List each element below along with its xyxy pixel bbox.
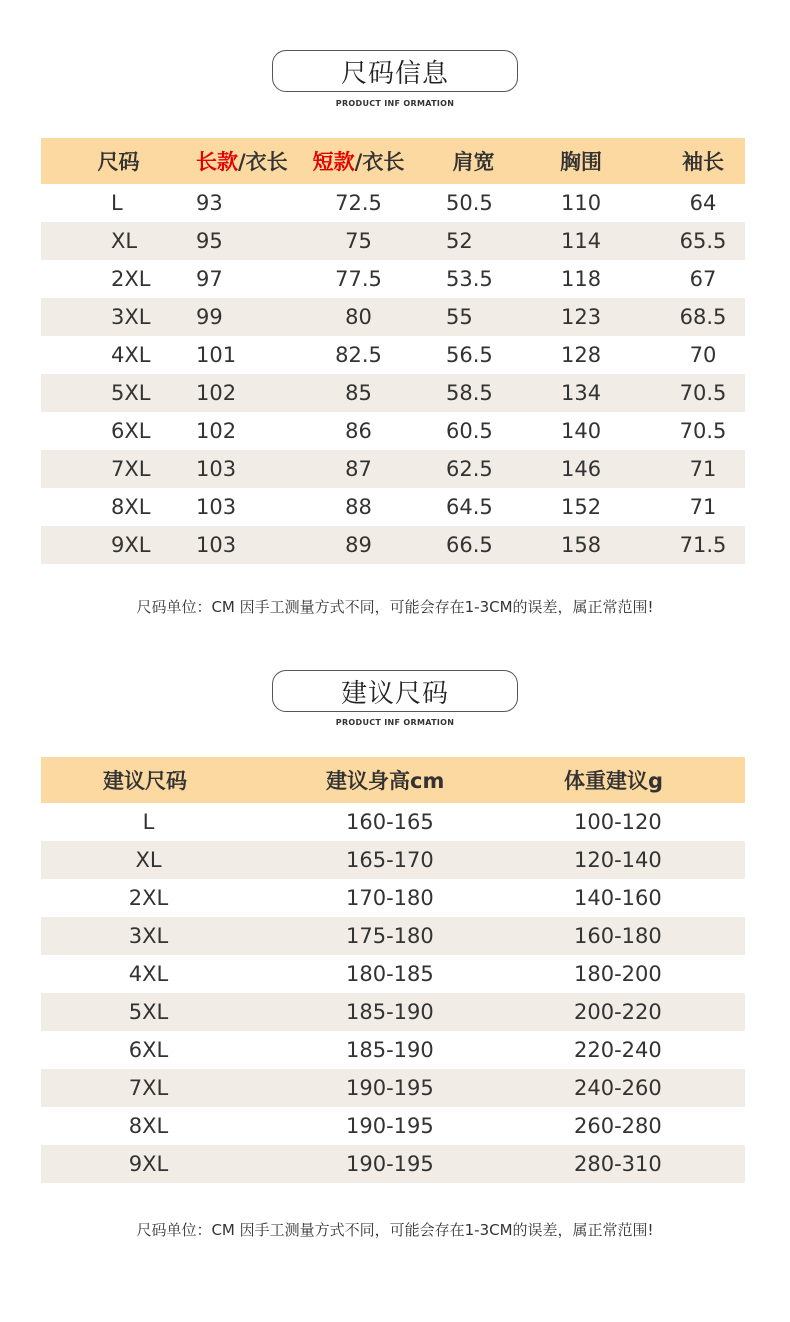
recommend-cell-weight: 120-140 — [574, 848, 662, 872]
header-short-suffix: /衣长 — [354, 150, 405, 174]
recommend-cell-size: 3XL — [128, 924, 169, 948]
recommend-cell-size: 8XL — [128, 1114, 169, 1138]
recommend-row — [41, 841, 745, 879]
size-info-row — [41, 450, 745, 488]
recommend-cell-size: 7XL — [128, 1076, 169, 1100]
recommend-cell-height: 180-185 — [346, 962, 434, 986]
size-info-subtitle: PRODUCT INF ORMATION — [335, 99, 455, 108]
size-info-cell-chest: 128 — [561, 343, 602, 367]
recommend-cell-weight: 140-160 — [574, 886, 662, 910]
size-info-cell-chest: 134 — [561, 381, 602, 405]
size-info-title — [272, 50, 518, 92]
size-info-cell-short: 80 — [345, 305, 372, 329]
recommend-cell-height: 165-170 — [346, 848, 434, 872]
header-size — [41, 138, 196, 184]
header-sleeve: 袖长 — [682, 150, 724, 174]
size-info-cell-shoulder: 58.5 — [446, 381, 493, 405]
size-info-cell-short: 72.5 — [335, 191, 382, 215]
size-info-cell-chest: 118 — [561, 267, 602, 291]
size-info-cell-size: 2XL — [111, 267, 151, 291]
size-info-table — [41, 138, 745, 564]
recommend-cell-weight: 260-280 — [574, 1114, 662, 1138]
size-info-cell-long: 95 — [196, 229, 223, 253]
recommend-cell-height: 160-165 — [346, 810, 434, 834]
size-info-cell-short: 85 — [345, 381, 372, 405]
size-info-cell-chest: 123 — [561, 305, 602, 329]
size-info-cell-long: 103 — [196, 495, 237, 519]
recommend-row — [41, 917, 745, 955]
header-long-suffix: /衣长 — [238, 150, 288, 174]
recommend-row — [41, 993, 745, 1031]
size-info-cell-size: 4XL — [111, 343, 151, 367]
recommend-cell-size: 6XL — [128, 1038, 169, 1062]
size-info-cell-short: 77.5 — [335, 267, 382, 291]
size-info-cell-sleeve: 70 — [689, 343, 717, 367]
recommend-cell-size: 9XL — [128, 1152, 169, 1176]
recommend-cell-weight: 280-310 — [574, 1152, 662, 1176]
size-info-cell-chest: 158 — [561, 533, 602, 557]
size-info-cell-shoulder: 64.5 — [446, 495, 493, 519]
size-info-cell-long: 103 — [196, 533, 237, 557]
size-info-row — [41, 184, 745, 222]
size-info-cell-short: 82.5 — [335, 343, 382, 367]
size-info-note: 尺码单位：CM 因手工测量方式不同，可能会存在1-3CM的误差，属正常范围! — [136, 598, 654, 616]
size-info-cell-sleeve: 70.5 — [679, 381, 727, 405]
recommend-cell-height: 185-190 — [346, 1038, 434, 1062]
size-info-cell-sleeve: 71 — [689, 457, 717, 481]
size-info-cell-sleeve: 65.5 — [679, 229, 727, 253]
size-info-row — [41, 260, 745, 298]
recommend-cell-height: 175-180 — [346, 924, 434, 948]
recommend-note: 尺码单位：CM 因手工测量方式不同，可能会存在1-3CM的误差，属正常范围! — [136, 1221, 654, 1239]
size-info-cell-shoulder: 56.5 — [446, 343, 493, 367]
recommend-cell-weight: 160-180 — [574, 924, 662, 948]
size-info-row — [41, 488, 745, 526]
size-info-header-row — [41, 138, 745, 184]
size-info-cell-sleeve: 71.5 — [679, 533, 727, 557]
recommend-cell-size: 5XL — [128, 1000, 169, 1024]
size-info-cell-size: 6XL — [111, 419, 151, 443]
size-info-cell-shoulder: 52 — [446, 229, 473, 253]
recommend-title — [272, 670, 518, 712]
size-info-cell-shoulder: 62.5 — [446, 457, 493, 481]
header-long-prefix: 长款 — [196, 150, 238, 174]
size-info-cell-long: 102 — [196, 381, 237, 405]
size-info-cell-short: 87 — [345, 457, 372, 481]
header-recommend-size: 建议尺码 — [103, 769, 187, 793]
size-info-cell-short: 88 — [345, 495, 372, 519]
header-shoulder: 肩宽 — [452, 150, 495, 174]
recommend-cell-height: 190-195 — [346, 1076, 434, 1100]
size-info-title-text: 尺码信息 — [340, 58, 449, 89]
size-info-cell-chest: 140 — [561, 419, 602, 443]
recommend-cell-weight: 100-120 — [574, 810, 662, 834]
size-info-row — [41, 298, 745, 336]
size-info-cell-long: 93 — [196, 191, 223, 215]
recommend-cell-size: 4XL — [128, 962, 169, 986]
size-info-cell-size: 5XL — [111, 381, 151, 405]
recommend-row — [41, 1107, 745, 1145]
recommend-cell-weight: 240-260 — [574, 1076, 662, 1100]
recommend-cell-height: 170-180 — [346, 886, 434, 910]
header-short-length — [271, 138, 446, 184]
recommend-row — [41, 955, 745, 993]
size-info-cell-size: L — [111, 191, 123, 215]
recommend-row — [41, 879, 745, 917]
recommend-row — [41, 803, 745, 841]
size-info-cell-sleeve: 70.5 — [679, 419, 727, 443]
size-info-row — [41, 336, 745, 374]
size-info-cell-short: 86 — [345, 419, 372, 443]
recommend-cell-height: 185-190 — [346, 1000, 434, 1024]
size-info-cell-sleeve: 71 — [689, 495, 717, 519]
header-chest: 胸围 — [560, 150, 602, 174]
size-info-cell-long: 102 — [196, 419, 237, 443]
size-info-cell-sleeve: 67 — [689, 267, 717, 291]
size-info-cell-chest: 110 — [561, 191, 602, 215]
size-info-row — [41, 412, 745, 450]
size-info-cell-shoulder: 55 — [446, 305, 473, 329]
size-info-cell-shoulder: 66.5 — [446, 533, 493, 557]
size-info-cell-shoulder: 53.5 — [446, 267, 493, 291]
recommend-cell-height: 190-195 — [346, 1152, 434, 1176]
size-info-cell-shoulder: 60.5 — [446, 419, 493, 443]
size-info-row — [41, 526, 745, 564]
size-info-cell-short: 89 — [345, 533, 372, 557]
header-size-label: 尺码 — [97, 150, 140, 174]
recommend-row — [41, 1031, 745, 1069]
recommend-cell-size: XL — [135, 848, 162, 872]
size-info-cell-long: 103 — [196, 457, 237, 481]
recommend-cell-weight: 220-240 — [574, 1038, 662, 1062]
size-info-cell-short: 75 — [345, 229, 372, 253]
size-info-cell-size: XL — [111, 229, 138, 253]
recommend-table — [41, 757, 745, 1183]
recommend-cell-weight: 180-200 — [574, 962, 662, 986]
size-info-cell-sleeve: 68.5 — [679, 305, 727, 329]
recommend-cell-size: L — [142, 810, 155, 834]
size-info-cell-long: 97 — [196, 267, 223, 291]
header-recommend-height: 建议身高cm — [326, 769, 445, 793]
header-recommend-weight: 体重建议g — [564, 769, 664, 793]
size-info-cell-chest: 152 — [561, 495, 602, 519]
recommend-header-row — [41, 757, 745, 803]
size-info-cell-long: 101 — [196, 343, 237, 367]
header-short-prefix: 短款 — [312, 150, 355, 174]
size-info-cell-shoulder: 50.5 — [446, 191, 493, 215]
size-info-row — [41, 374, 745, 412]
size-info-row — [41, 222, 745, 260]
size-info-cell-chest: 146 — [561, 457, 602, 481]
size-info-cell-size: 7XL — [111, 457, 151, 481]
size-info-cell-size: 3XL — [111, 305, 151, 329]
recommend-subtitle: PRODUCT INF ORMATION — [335, 718, 455, 727]
recommend-row — [41, 1145, 745, 1183]
recommend-row — [41, 1069, 745, 1107]
recommend-cell-weight: 200-220 — [574, 1000, 662, 1024]
recommend-cell-height: 190-195 — [346, 1114, 434, 1138]
size-info-cell-chest: 114 — [561, 229, 602, 253]
header-long-length — [196, 138, 288, 184]
size-info-cell-sleeve: 64 — [689, 191, 717, 215]
size-info-cell-long: 99 — [196, 305, 223, 329]
recommend-cell-size: 2XL — [128, 886, 169, 910]
size-info-cell-size: 8XL — [111, 495, 151, 519]
recommend-title-text: 建议尺码 — [340, 678, 449, 709]
size-info-cell-size: 9XL — [111, 533, 151, 557]
